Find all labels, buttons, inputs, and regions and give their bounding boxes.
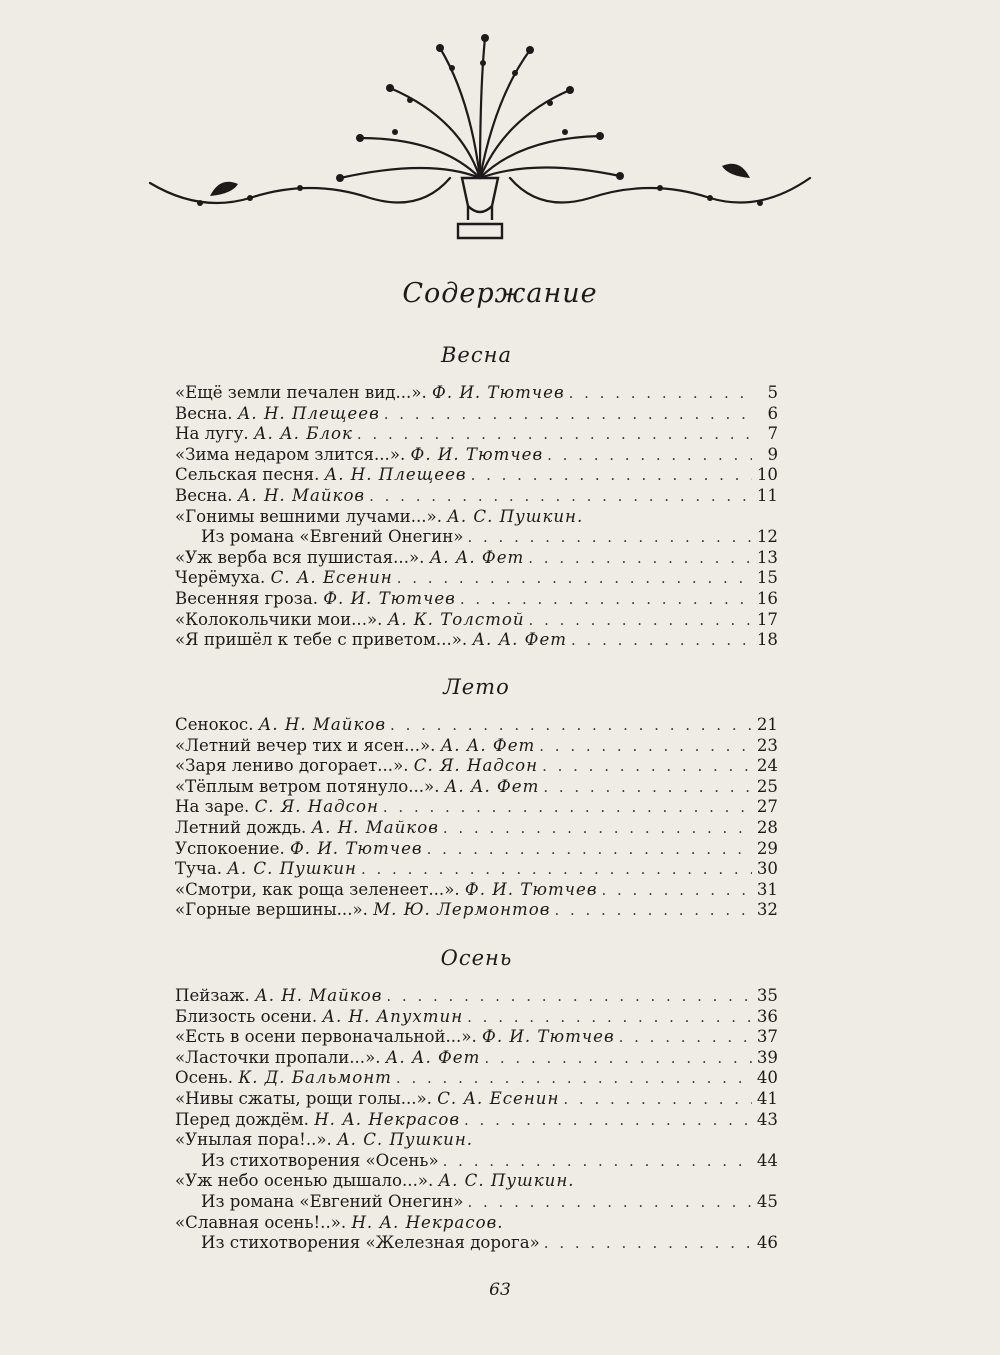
entry-page-number: 44 xyxy=(756,1150,778,1170)
toc-entry xyxy=(175,568,778,589)
dot-leader xyxy=(601,880,752,901)
entry-page-number: 35 xyxy=(756,986,778,1005)
toc-entry xyxy=(175,1007,778,1028)
dot-leader xyxy=(529,610,752,631)
toc-entry xyxy=(175,839,778,860)
entry-author: К. Д. Бальмонт xyxy=(238,1068,392,1088)
entry-page-number: 17 xyxy=(756,609,778,629)
dot-leader xyxy=(357,424,752,445)
toc-entry xyxy=(175,818,778,839)
entry-title: На заре. xyxy=(175,797,250,817)
entry-title: Сенокос. xyxy=(175,715,254,734)
dot-leader xyxy=(390,715,752,736)
entry-author: А. С. Пушкин. xyxy=(337,1130,474,1150)
entry-author: С. Я. Надсон xyxy=(254,797,379,817)
toc-entry xyxy=(175,486,778,507)
entry-title: Из стихотворения «Осень» xyxy=(201,1150,439,1170)
toc-entry xyxy=(175,548,778,569)
entry-page-number: 16 xyxy=(756,588,778,608)
toc-section-spring xyxy=(175,343,778,651)
entry-title: «Тёплым ветром потянуло...». xyxy=(175,776,440,796)
entry-author: Ф. И. Тютчев xyxy=(464,879,598,899)
dot-leader xyxy=(460,589,752,610)
entry-page-number: 5 xyxy=(767,383,778,402)
entry-author: А. С. Пушкин xyxy=(227,859,357,879)
dot-leader xyxy=(427,839,752,860)
entry-page-number: 7 xyxy=(767,424,778,444)
entry-title: «Горные вершины...». xyxy=(175,900,368,920)
entry-title: Перед дождём. xyxy=(175,1109,309,1129)
entry-title: На лугу. xyxy=(175,424,249,444)
entry-title: Туча. xyxy=(175,859,222,879)
entry-author: А. С. Пушкин. xyxy=(447,506,584,526)
dot-leader xyxy=(544,1233,752,1254)
dot-leader xyxy=(484,1048,752,1069)
toc-entry xyxy=(175,1068,778,1089)
dot-leader xyxy=(528,548,752,569)
toc-entry xyxy=(175,859,778,880)
entry-page-number: 11 xyxy=(756,485,778,505)
entry-author: А. А. Фет xyxy=(444,776,540,796)
toc-section-summer xyxy=(175,675,778,921)
entry-page-number: 39 xyxy=(756,1047,778,1067)
entry-title: «Зима недаром злится...». xyxy=(175,444,406,464)
entry-author: А. Н. Майков xyxy=(237,485,366,505)
toc-entry xyxy=(175,445,778,466)
entry-page-number: 36 xyxy=(756,1006,778,1026)
entry-title: «Гонимы вешними лучами...». xyxy=(175,506,442,526)
entry-author: А. А. Фет xyxy=(385,1047,481,1067)
toc-entry xyxy=(175,777,778,798)
entry-page-number: 10 xyxy=(756,465,778,485)
toc-entry xyxy=(175,1130,778,1151)
entry-page-number: 12 xyxy=(756,527,778,547)
toc-section-autumn xyxy=(175,946,778,1254)
entry-title: «Заря лениво догорает...». xyxy=(175,756,409,776)
entry-author: М. Ю. Лермонтов xyxy=(373,900,551,920)
toc-entry xyxy=(175,383,778,404)
dot-leader xyxy=(467,1007,752,1028)
entry-page-number: 30 xyxy=(756,859,778,879)
entry-page-number: 6 xyxy=(767,403,778,423)
dot-leader xyxy=(563,1089,752,1110)
entry-page-number: 21 xyxy=(756,715,778,734)
entry-page-number: 29 xyxy=(756,838,778,858)
toc-entry xyxy=(175,610,778,631)
entry-title: «Смотри, как роща зеленеет...». xyxy=(175,879,460,899)
entry-page-number: 9 xyxy=(767,444,778,464)
entry-title: Летний дождь. xyxy=(175,817,307,837)
entry-title: Весна. xyxy=(175,403,233,423)
dot-leader xyxy=(361,859,752,880)
toc-entry xyxy=(175,630,778,651)
entry-page-number: 41 xyxy=(756,1088,778,1108)
entry-page-number: 43 xyxy=(756,1109,778,1129)
dot-leader xyxy=(547,445,752,466)
dot-leader xyxy=(443,818,752,839)
entry-author: А. Н. Майков xyxy=(255,986,383,1005)
entry-title: Из романа «Евгений Онегин» xyxy=(201,527,464,547)
entry-author: А. А. Блок xyxy=(253,424,353,444)
toc-entry xyxy=(175,1233,778,1254)
toc-entry xyxy=(175,1151,778,1172)
dot-leader xyxy=(396,1068,752,1089)
section-title: Лето xyxy=(443,675,510,699)
entry-title: «Уж верба вся пушистая...». xyxy=(175,547,425,567)
entry-page-number: 45 xyxy=(756,1191,778,1211)
entry-title: «Ласточки пропали...». xyxy=(175,1047,381,1067)
dot-leader xyxy=(467,527,752,548)
entry-author: С. А. Есенин xyxy=(270,568,393,588)
entry-page-number: 23 xyxy=(756,735,778,755)
toc-entry xyxy=(175,1027,778,1048)
toc-entry xyxy=(175,527,778,548)
entry-page-number: 31 xyxy=(756,879,778,899)
dot-leader xyxy=(386,986,752,1007)
toc-entry xyxy=(175,1171,778,1192)
entry-title: Из романа «Евгений Онегин» xyxy=(201,1191,464,1211)
entry-title: Из стихотворения «Железная дорога» xyxy=(201,1233,540,1253)
entry-page-number: 25 xyxy=(756,776,778,796)
entry-title: Весна. xyxy=(175,485,233,505)
toc-entry xyxy=(175,424,778,445)
dot-leader xyxy=(464,1110,752,1131)
entry-page-number: 15 xyxy=(756,568,778,588)
entry-page-number: 37 xyxy=(756,1027,778,1047)
page-number: 63 xyxy=(489,1280,511,1300)
toc-entry xyxy=(175,507,778,528)
dot-leader xyxy=(369,486,752,507)
entry-author: Ф. И. Тютчев xyxy=(410,444,544,464)
entry-author: А. С. Пушкин. xyxy=(438,1171,575,1191)
dot-leader xyxy=(443,1151,752,1172)
dot-leader xyxy=(471,465,752,486)
entry-title: «Уж небо осенью дышало...». xyxy=(175,1171,434,1191)
toc-entry xyxy=(175,404,778,425)
entry-author: А. Н. Майков xyxy=(311,817,439,837)
dot-leader xyxy=(554,900,752,921)
entry-title: «Унылая пора!..». xyxy=(175,1130,332,1150)
entry-page-number: 24 xyxy=(756,756,778,776)
entry-title: «Колокольчики мои...». xyxy=(175,609,383,629)
entry-title: Близость осени. xyxy=(175,1006,318,1026)
dot-leader xyxy=(571,630,752,651)
section-title: Осень xyxy=(440,946,513,970)
entry-author: Н. А. Некрасов. xyxy=(351,1212,504,1232)
toc-entry xyxy=(175,900,778,921)
toc-entry xyxy=(175,880,778,901)
entry-page-number: 13 xyxy=(756,547,778,567)
entry-author: А. А. Фет xyxy=(440,735,536,755)
entry-author: А. Н. Плещеев xyxy=(237,403,380,423)
toc-entry xyxy=(175,1110,778,1131)
dot-leader xyxy=(543,777,752,798)
entry-author: А. Н. Плещеев xyxy=(324,465,467,485)
entry-author: Ф. И. Тютчев xyxy=(482,1027,615,1047)
entry-author: Ф. И. Тютчев xyxy=(323,588,456,608)
entry-title: «Ещё земли печален вид...». xyxy=(175,383,427,402)
toc-entry xyxy=(175,1048,778,1069)
entry-author: А. А. Фет xyxy=(429,547,525,567)
entry-page-number: 32 xyxy=(756,900,778,920)
entry-page-number: 28 xyxy=(756,817,778,837)
entry-author: Н. А. Некрасов xyxy=(314,1109,460,1129)
toc-entry xyxy=(175,736,778,757)
entry-page-number: 18 xyxy=(756,630,778,650)
entry-author: А. Н. Майков xyxy=(258,715,387,734)
toc-entry xyxy=(175,986,778,1007)
entry-page-number: 46 xyxy=(756,1233,778,1253)
toc-entry xyxy=(175,756,778,777)
dot-leader xyxy=(397,568,752,589)
page-title: Содержание xyxy=(402,278,598,309)
entry-title: «Славная осень!..». xyxy=(175,1212,347,1232)
entry-title: Пейзаж. xyxy=(175,986,250,1005)
dot-leader xyxy=(539,736,752,757)
entry-title: Осень. xyxy=(175,1068,234,1088)
entry-title: Успокоение. xyxy=(175,838,285,858)
entry-author: А. К. Толстой xyxy=(387,609,525,629)
entry-page-number: 27 xyxy=(756,797,778,817)
entry-page-number: 40 xyxy=(756,1068,778,1088)
entry-author: Ф. И. Тютчев xyxy=(290,838,423,858)
section-title: Весна xyxy=(441,343,512,367)
toc-entry xyxy=(175,715,778,736)
toc-entry xyxy=(175,589,778,610)
entry-title: «Летний вечер тих и ясен...». xyxy=(175,735,436,755)
entry-title: «Нивы сжаты, рощи голы...». xyxy=(175,1088,432,1108)
toc-entry xyxy=(175,1213,778,1234)
entry-author: С. Я. Надсон xyxy=(413,756,539,776)
dot-leader xyxy=(467,1192,752,1213)
entry-title: Черёмуха. xyxy=(175,568,266,588)
entry-author: С. А. Есенин xyxy=(437,1088,560,1108)
dot-leader xyxy=(542,756,752,777)
toc-entry xyxy=(175,1089,778,1110)
vase-ornament-illustration xyxy=(140,28,820,248)
entry-author: А. А. Фет xyxy=(472,630,568,650)
entry-title: «Есть в осени первоначальной...». xyxy=(175,1027,477,1047)
toc-entry xyxy=(175,1192,778,1213)
entry-author: А. Н. Апухтин xyxy=(322,1006,464,1026)
dot-leader xyxy=(619,1027,752,1048)
dot-leader xyxy=(384,404,752,425)
toc-entry xyxy=(175,797,778,818)
dot-leader xyxy=(569,383,752,404)
entry-title: «Я пришёл к тебе с приветом...». xyxy=(175,630,468,650)
entry-title: Весенняя гроза. xyxy=(175,588,318,608)
toc-entry xyxy=(175,465,778,486)
dot-leader xyxy=(383,797,752,818)
entry-title: Сельская песня. xyxy=(175,465,320,485)
entry-author: Ф. И. Тютчев xyxy=(432,383,565,402)
